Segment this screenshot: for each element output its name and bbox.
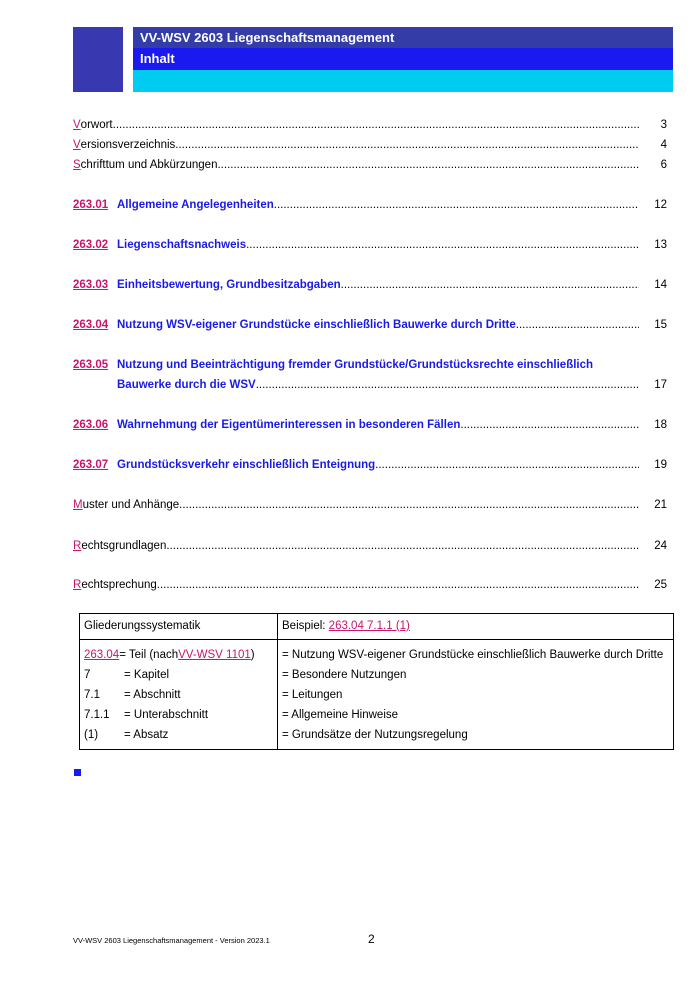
toc-chapter-263-02[interactable] [73, 236, 667, 254]
level-label: = Abschnitt [124, 689, 181, 701]
chapter-title: Allgemeine Angelegenheiten [117, 199, 274, 211]
toc-page-number: 21 [654, 499, 667, 511]
toc-chapter-263-03[interactable] [73, 276, 667, 294]
level-row-kapitel [84, 665, 273, 685]
footer-page-number: 2 [368, 932, 375, 946]
toc-entry-muster[interactable] [73, 496, 667, 514]
toc-entry-label: echtsgrundlagen [81, 540, 167, 552]
toc-chapter-263-04[interactable] [73, 316, 667, 334]
example-abschnitt: = Leitungen [282, 689, 343, 701]
level-label: = Absatz [124, 729, 169, 741]
toc-entry-versionsverzeichnis[interactable] [73, 136, 667, 154]
level-code: 7.1.1 [84, 709, 110, 721]
chapter-number-link[interactable]: 263.04 [73, 319, 109, 331]
chapter-title: Nutzung und Beeinträchtigung fremder Grundstücke/Grundstücksrechte einschließlich [117, 359, 594, 371]
toc-entry-initial: R [73, 579, 82, 591]
toc-chapter-263-07[interactable] [73, 456, 667, 474]
toc-page-number: 15 [654, 319, 667, 331]
vv-wsv-1101-link[interactable]: VV-WSV 1101 [178, 649, 251, 661]
toc-chapter-263-01[interactable] [73, 196, 667, 214]
header-square [73, 27, 123, 92]
toc-entry-label: uster und Anhänge [82, 499, 180, 511]
chapter-number-link[interactable]: 263.03 [73, 279, 109, 291]
toc-leader-dots [516, 316, 639, 334]
toc-leader-dots [274, 196, 639, 214]
level-code: (1) [84, 729, 99, 741]
header-accent-bar [133, 70, 673, 92]
gliederung-table [79, 613, 674, 750]
chapter-number-link[interactable]: 263.05 [73, 359, 109, 371]
toc-page-number: 17 [654, 379, 667, 391]
toc-leader-dots [157, 576, 639, 594]
toc-entry-label: orwort [80, 119, 113, 131]
teil-code-link[interactable]: 263.04 [84, 649, 120, 661]
toc-page-number: 25 [654, 579, 667, 591]
toc-entry-label: ersionsverzeichnis [80, 139, 176, 151]
toc-entry-rechtsprechung[interactable] [73, 576, 667, 594]
toc-leader-dots [175, 136, 639, 154]
gliederung-body-row [80, 640, 674, 750]
toc-entry-schrifttum[interactable] [73, 156, 667, 174]
toc-page-number: 6 [660, 159, 667, 171]
level-row-absatz [84, 725, 273, 745]
level-code: 7.1 [84, 689, 100, 701]
toc-leader-dots [217, 156, 639, 174]
level-label: = Kapitel [124, 669, 170, 681]
toc-entry-initial: V [73, 119, 81, 131]
toc-page-number: 13 [654, 239, 667, 251]
toc-entry-vorwort[interactable] [73, 116, 667, 134]
toc-entry-label: echtsprechung [81, 579, 157, 591]
toc-page-number: 18 [654, 419, 667, 431]
toc-page-number: 12 [654, 199, 667, 211]
toc-leader-dots [179, 496, 639, 514]
gliederung-levels-cell [80, 640, 278, 750]
chapter-title: Grundstücksverkehr einschließlich Enteignung [117, 459, 376, 471]
chapter-title: Nutzung WSV-eigener Grundstücke einschließlich Bauwerke durch Dritte [117, 319, 516, 331]
toc-leader-dots [166, 537, 639, 555]
example-teil: = Nutzung WSV-eigener Grundstücke einschließlich Bauwerke durch Dritte [282, 649, 664, 661]
toc-entry-label: chrifttum und Abkürzungen [80, 159, 218, 171]
example-kapitel: = Besondere Nutzungen [282, 669, 407, 681]
toc-page-number: 3 [660, 119, 667, 131]
chapter-title-continued: Bauwerke durch die WSV [117, 379, 256, 391]
level-row-abschnitt [84, 685, 273, 705]
example-unterabschnitt: = Allgemeine Hinweise [282, 709, 399, 721]
toc-chapter-263-05-continued[interactable] [117, 376, 667, 394]
level-code: 7 [84, 669, 91, 681]
chapter-number-link[interactable]: 263.01 [73, 199, 109, 211]
end-marker-square [74, 769, 81, 776]
toc-entry-initial: S [73, 159, 81, 171]
level-label: = Unterabschnitt [124, 709, 209, 721]
teil-label-prefix: = Teil (nach [119, 649, 179, 661]
chapter-title: Liegenschaftsnachweis [117, 239, 247, 251]
toc-entry-initial: V [73, 139, 81, 151]
toc-page-number: 24 [654, 540, 667, 552]
toc-entry-initial: R [73, 540, 82, 552]
chapter-number-link[interactable]: 263.02 [73, 239, 109, 251]
gliederung-header-right [278, 614, 674, 640]
chapter-title: Einheitsbewertung, Grundbesitzabgaben [117, 279, 341, 291]
toc-leader-dots [246, 236, 639, 254]
example-link[interactable]: 263.04 7.1.1 (1) [328, 620, 410, 632]
level-row-teil [84, 645, 273, 665]
example-absatz: = Grundsätze der Nutzungsregelung [282, 729, 468, 741]
gliederung-header-left: Gliederungssystematik [80, 614, 278, 640]
toc-chapter-263-06[interactable] [73, 416, 667, 434]
example-prefix: Beispiel: [282, 620, 329, 632]
chapter-number-link[interactable]: 263.06 [73, 419, 109, 431]
toc-leader-dots [341, 276, 639, 294]
footer-version-text: VV-WSV 2603 Liegenschaftsmanagement - Version 2023.1 [73, 936, 270, 945]
toc-leader-dots [113, 116, 639, 134]
gliederung-examples-cell [278, 640, 674, 750]
section-title: Inhalt [133, 48, 673, 70]
toc-page-number: 4 [660, 139, 667, 151]
level-row-unterabschnitt [84, 705, 273, 725]
chapter-number-link[interactable]: 263.07 [73, 459, 109, 471]
toc-leader-dots [460, 416, 639, 434]
toc-page-number: 19 [654, 459, 667, 471]
document-title: VV-WSV 2603 Liegenschaftsmanagement [133, 27, 673, 48]
gliederung-header-row [80, 614, 674, 640]
toc-entry-rechtsgrundlagen[interactable] [73, 537, 667, 555]
teil-label-suffix: ) [250, 649, 255, 661]
chapter-title: Wahrnehmung der Eigentümerinteressen in besonderen Fällen [117, 419, 461, 431]
toc-chapter-263-05[interactable] [73, 356, 667, 374]
toc-leader-dots [375, 456, 639, 474]
toc-leader-dots [256, 376, 639, 394]
toc-entry-initial: M [73, 499, 83, 511]
toc-page-number: 14 [654, 279, 667, 291]
